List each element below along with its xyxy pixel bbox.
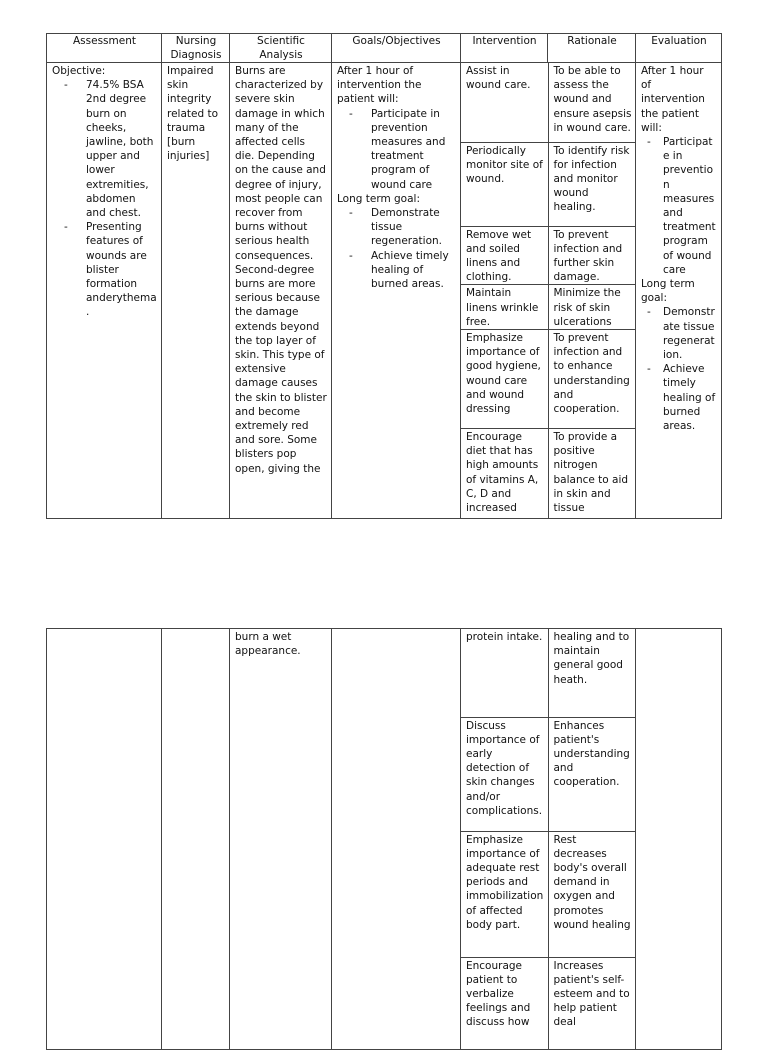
rationale-text: healing and to maintain general good heath. bbox=[548, 629, 636, 717]
intervention-rationale-table bbox=[461, 629, 636, 1049]
intervention-text: Encourage patient to verbalize feelings and discuss how bbox=[466, 959, 531, 1029]
intervention-row bbox=[461, 831, 636, 957]
intervention-text: Assist in wound care. bbox=[461, 63, 548, 142]
intervention-text: Encourage diet that has high amounts of vitamins A, C, D and increased bbox=[466, 430, 539, 514]
header-assessment: Assessment bbox=[47, 34, 162, 63]
intervention-row bbox=[461, 63, 636, 142]
analysis-cell: Burns are characterized by severe skin damage in which many of the affected cells die. Depending on the cause and degree of injury, most people can recover from burns without serious health consequences. Second-degree burns are more serious because the damage extends beyond the top layer of skin. This type of extensive damage causes the skin to blister and become extremely red and sore. Some blisters pop open, giving the bbox=[230, 63, 332, 519]
content-row bbox=[47, 629, 722, 1050]
header-rationale: Rationale bbox=[548, 34, 636, 63]
header-evaluation: Evaluation bbox=[636, 34, 722, 63]
intervention-row bbox=[461, 142, 636, 226]
intervention-row bbox=[461, 329, 636, 428]
rationale-text: To be able to assess the wound and ensure asepsis in wound care. bbox=[548, 63, 636, 142]
header-intervention: Intervention bbox=[461, 34, 548, 63]
rationale-text: Enhances patient's understanding and cooperation. bbox=[548, 717, 636, 831]
header-goals: Goals/Objectives bbox=[332, 34, 461, 63]
rationale-text: Minimize the risk of skin ulcerations bbox=[548, 285, 636, 330]
intervention-text: Emphasize importance of adequate rest periods and immobilization of affected body part. bbox=[461, 831, 548, 957]
care-plan-table-page1 bbox=[46, 33, 722, 519]
goals-long-label: Long term goal: bbox=[337, 192, 421, 205]
evaluation-item: - Achieve timely healing of burned areas. bbox=[663, 362, 717, 433]
intervention-row bbox=[461, 285, 636, 330]
goal-item: - Participate in prevention measures and treatment program of wound care bbox=[371, 107, 456, 192]
diagnosis-cell: Impaired skin integrity related to trauma [burn injuries] bbox=[162, 63, 230, 519]
goal-item: - Demonstrate tissue regeneration. bbox=[371, 206, 456, 249]
rationale-text: To provide a positive nitrogen balance to aid in skin and tissue bbox=[548, 428, 636, 518]
evaluation-item: - Demonstrate tissue regeneration. bbox=[663, 305, 717, 362]
content-row bbox=[47, 63, 722, 519]
rationale-text: Increases patient's self-esteem and to help patient deal bbox=[548, 957, 636, 1049]
intervention-text: Remove wet and soiled linens and clothing. bbox=[461, 226, 548, 285]
diagnosis-cell bbox=[162, 629, 230, 1050]
intervention-rationale-cell bbox=[461, 63, 636, 519]
intervention-row bbox=[461, 957, 636, 1049]
rationale-text: To identify risk for infection and monitor wound healing. bbox=[548, 142, 636, 226]
intervention-row bbox=[461, 226, 636, 285]
analysis-cell: burn a wet appearance. bbox=[230, 629, 332, 1050]
intervention-text: Discuss importance of early detection of skin changes and/or complications. bbox=[461, 717, 548, 831]
care-plan-table-page2 bbox=[46, 628, 722, 1050]
intervention-rationale-cell bbox=[461, 629, 636, 1050]
intervention-row bbox=[461, 629, 636, 717]
goals-cell bbox=[332, 629, 461, 1050]
goals-cell bbox=[332, 63, 461, 519]
rationale-text: Rest decreases body's overall demand in oxygen and promotes wound healing bbox=[548, 831, 636, 957]
intervention-rationale-table bbox=[461, 63, 636, 518]
assessment-item: - 74.5% BSA 2nd degree burn on cheeks, jawline, both upper and lower extremities, abdomen and chest. bbox=[86, 78, 157, 220]
intervention-row bbox=[461, 428, 636, 518]
goals-intro: After 1 hour of intervention the patient will: bbox=[337, 65, 422, 106]
goal-item: - Achieve timely healing of burned areas. bbox=[371, 249, 456, 292]
evaluation-long-label: Long term goal: bbox=[641, 278, 695, 305]
header-diagnosis: Nursing Diagnosis bbox=[162, 34, 230, 63]
intervention-row bbox=[461, 717, 636, 831]
assessment-label: Objective: bbox=[52, 65, 106, 77]
rationale-text: To prevent infection and further skin damage. bbox=[548, 226, 636, 285]
evaluation-cell bbox=[636, 63, 722, 519]
rationale-text: To prevent infection and to enhance understanding and cooperation. bbox=[548, 329, 636, 428]
header-analysis: Scientific Analysis bbox=[230, 34, 332, 63]
evaluation-intro: After 1 hour of intervention the patient will: bbox=[641, 65, 705, 134]
header-row bbox=[47, 34, 722, 63]
intervention-text: Maintain linens wrinkle free. bbox=[461, 285, 548, 330]
assessment-item: - Presenting features of wounds are blister formation anderythema. bbox=[86, 220, 157, 319]
assessment-cell bbox=[47, 629, 162, 1050]
intervention-text: Periodically monitor site of wound. bbox=[461, 142, 548, 226]
evaluation-cell bbox=[636, 629, 722, 1050]
intervention-text: Emphasize importance of good hygiene, wound care and wound dressing bbox=[461, 329, 548, 428]
evaluation-item: - Participate in prevention measures and treatment program of wound care bbox=[663, 135, 717, 277]
intervention-text: protein intake. bbox=[461, 629, 548, 717]
assessment-cell bbox=[47, 63, 162, 519]
